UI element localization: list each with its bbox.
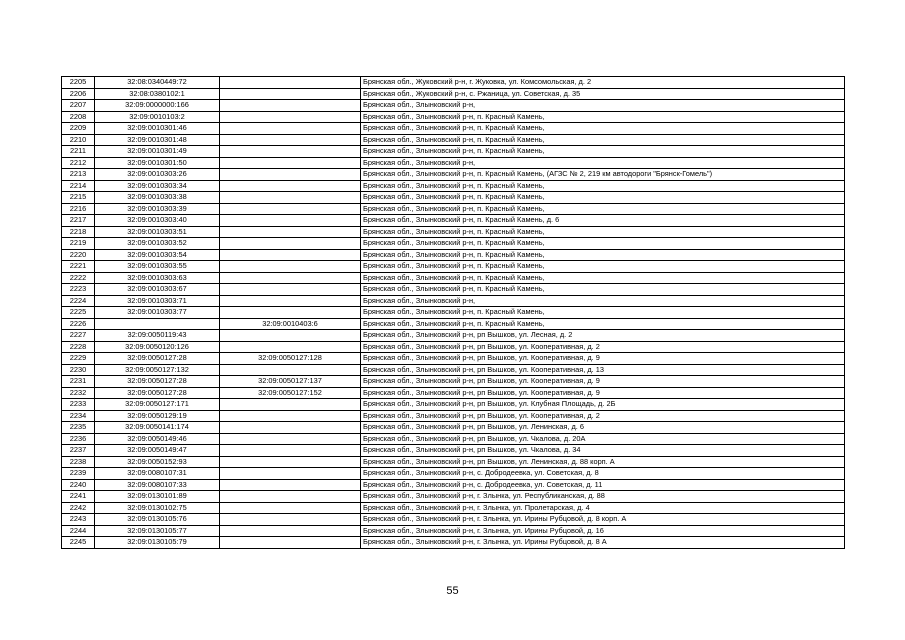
- address-cell: Брянская обл., Злынковский р-н, п. Красный Камень,: [361, 238, 845, 250]
- table-row: [62, 77, 845, 89]
- cadastral-number-cell: 32:09:0050152:93: [95, 456, 220, 468]
- row-number-cell: 2227: [62, 330, 95, 342]
- row-number-cell: 2243: [62, 514, 95, 526]
- related-cadastral-number-cell: [220, 111, 361, 123]
- address-cell: Брянская обл., Злынковский р-н, рп Вышков, ул. Чкалова, д. 20А: [361, 433, 845, 445]
- address-cell: Брянская обл., Злынковский р-н, рп Вышков, ул. Кооперативная, д. 2: [361, 410, 845, 422]
- related-cadastral-number-cell: [220, 100, 361, 112]
- table-row: [62, 226, 845, 238]
- row-number-cell: 2222: [62, 272, 95, 284]
- related-cadastral-number-cell: 32:09:0050127:128: [220, 353, 361, 365]
- cadastral-number-cell: 32:09:0050129:19: [95, 410, 220, 422]
- table-row: [62, 134, 845, 146]
- related-cadastral-number-cell: [220, 399, 361, 411]
- address-cell: Брянская обл., Злынковский р-н, п. Красный Камень,: [361, 226, 845, 238]
- related-cadastral-number-cell: [220, 123, 361, 135]
- address-cell: Брянская обл., Злынковский р-н, г. Злынка, ул. Ирины Рубцовой, д. 8 корп. А: [361, 514, 845, 526]
- address-cell: Брянская обл., Злынковский р-н, п. Красный Камень,: [361, 272, 845, 284]
- address-cell: Брянская обл., Злынковский р-н, п. Красный Камень,: [361, 111, 845, 123]
- related-cadastral-number-cell: [220, 215, 361, 227]
- table-row: [62, 180, 845, 192]
- address-cell: Брянская обл., Злынковский р-н, рп Вышков, ул. Ленинская, д. 6: [361, 422, 845, 434]
- table-row: [62, 364, 845, 376]
- related-cadastral-number-cell: [220, 192, 361, 204]
- cadastral-number-cell: 32:09:0050127:28: [95, 353, 220, 365]
- address-cell: Брянская обл., Злынковский р-н, п. Красный Камень,: [361, 249, 845, 261]
- table-row: [62, 146, 845, 158]
- row-number-cell: 2214: [62, 180, 95, 192]
- table-row: [62, 157, 845, 169]
- row-number-cell: 2245: [62, 537, 95, 549]
- address-cell: Брянская обл., Злынковский р-н, рп Вышков, ул. Чкалова, д. 34: [361, 445, 845, 457]
- related-cadastral-number-cell: [220, 364, 361, 376]
- table-row: [62, 318, 845, 330]
- table-row: [62, 100, 845, 112]
- row-number-cell: 2238: [62, 456, 95, 468]
- cadastral-number-cell: 32:09:0010301:48: [95, 134, 220, 146]
- row-number-cell: 2208: [62, 111, 95, 123]
- row-number-cell: 2223: [62, 284, 95, 296]
- related-cadastral-number-cell: [220, 238, 361, 250]
- related-cadastral-number-cell: [220, 410, 361, 422]
- row-number-cell: 2219: [62, 238, 95, 250]
- table-row: [62, 272, 845, 284]
- cadastral-number-cell: 32:09:0050127:132: [95, 364, 220, 376]
- related-cadastral-number-cell: [220, 479, 361, 491]
- cadastral-number-cell: 32:09:0000000:166: [95, 100, 220, 112]
- row-number-cell: 2244: [62, 525, 95, 537]
- address-cell: Брянская обл., Злынковский р-н, п. Красный Камень,: [361, 180, 845, 192]
- related-cadastral-number-cell: [220, 502, 361, 514]
- address-cell: Брянская обл., Злынковский р-н, п. Красный Камень,: [361, 123, 845, 135]
- cadastral-number-cell: 32:09:0010303:38: [95, 192, 220, 204]
- table-row: [62, 456, 845, 468]
- address-cell: Брянская обл., Злынковский р-н, рп Вышков, ул. Кооперативная, д. 9: [361, 353, 845, 365]
- table-row: [62, 192, 845, 204]
- table-row: [62, 514, 845, 526]
- table-row: [62, 169, 845, 181]
- related-cadastral-number-cell: [220, 226, 361, 238]
- cadastral-number-cell: 32:09:0010303:67: [95, 284, 220, 296]
- related-cadastral-number-cell: [220, 514, 361, 526]
- address-cell: Брянская обл., Злынковский р-н, п. Красный Камень,: [361, 146, 845, 158]
- table-row: [62, 491, 845, 503]
- row-number-cell: 2230: [62, 364, 95, 376]
- address-cell: Брянская обл., Злынковский р-н, п. Красный Камень,: [361, 261, 845, 273]
- address-cell: Брянская обл., Злынковский р-н,: [361, 157, 845, 169]
- address-cell: Брянская обл., Злынковский р-н, рп Вышков, ул. Клубная Площадь, д. 2Б: [361, 399, 845, 411]
- address-cell: Брянская обл., Жуковский р-н, г. Жуковка, ул. Комсомольская, д. 2: [361, 77, 845, 89]
- table-row: [62, 376, 845, 388]
- row-number-cell: 2237: [62, 445, 95, 457]
- table-row: [62, 261, 845, 273]
- row-number-cell: 2207: [62, 100, 95, 112]
- cadastral-number-cell: 32:09:0130105:79: [95, 537, 220, 549]
- related-cadastral-number-cell: [220, 146, 361, 158]
- related-cadastral-number-cell: [220, 433, 361, 445]
- cadastral-number-cell: 32:09:0010303:55: [95, 261, 220, 273]
- table-row: [62, 123, 845, 135]
- cadastral-number-cell: 32:09:0080107:31: [95, 468, 220, 480]
- related-cadastral-number-cell: [220, 307, 361, 319]
- table-row: [62, 88, 845, 100]
- address-cell: Брянская обл., Злынковский р-н, п. Красный Камень,: [361, 318, 845, 330]
- related-cadastral-number-cell: [220, 284, 361, 296]
- related-cadastral-number-cell: [220, 456, 361, 468]
- cadastral-number-cell: 32:09:0010303:63: [95, 272, 220, 284]
- address-cell: Брянская обл., Злынковский р-н, рп Вышков, ул. Кооперативная, д. 2: [361, 341, 845, 353]
- table-row: [62, 249, 845, 261]
- cadastral-number-cell: 32:09:0010303:77: [95, 307, 220, 319]
- table-row: [62, 295, 845, 307]
- row-number-cell: 2217: [62, 215, 95, 227]
- row-number-cell: 2236: [62, 433, 95, 445]
- address-cell: Брянская обл., Злынковский р-н, г. Злынка, ул. Ирины Рубцовой, д. 16: [361, 525, 845, 537]
- row-number-cell: 2241: [62, 491, 95, 503]
- cadastral-number-cell: 32:09:0130105:76: [95, 514, 220, 526]
- table-row: [62, 238, 845, 250]
- row-number-cell: 2239: [62, 468, 95, 480]
- related-cadastral-number-cell: [220, 157, 361, 169]
- related-cadastral-number-cell: [220, 295, 361, 307]
- cadastral-number-cell: 32:09:0050127:28: [95, 387, 220, 399]
- address-cell: Брянская обл., Злынковский р-н, п. Красный Камень,: [361, 203, 845, 215]
- related-cadastral-number-cell: [220, 88, 361, 100]
- row-number-cell: 2228: [62, 341, 95, 353]
- cadastral-number-cell: 32:09:0050149:47: [95, 445, 220, 457]
- table-row: [62, 284, 845, 296]
- table-row: [62, 341, 845, 353]
- row-number-cell: 2206: [62, 88, 95, 100]
- related-cadastral-number-cell: [220, 169, 361, 181]
- row-number-cell: 2218: [62, 226, 95, 238]
- row-number-cell: 2232: [62, 387, 95, 399]
- cadastral-number-cell: 32:09:0010303:34: [95, 180, 220, 192]
- table-row: [62, 468, 845, 480]
- property-table-body: [62, 77, 845, 549]
- table-row: [62, 433, 845, 445]
- related-cadastral-number-cell: 32:09:0050127:152: [220, 387, 361, 399]
- cadastral-number-cell: 32:09:0010303:40: [95, 215, 220, 227]
- cadastral-number-cell: 32:09:0130105:77: [95, 525, 220, 537]
- address-cell: Брянская обл., Злынковский р-н, рп Вышков, ул. Кооперативная, д. 13: [361, 364, 845, 376]
- address-cell: Брянская обл., Злынковский р-н, с. Добродеевка, ул. Советская, д. 8: [361, 468, 845, 480]
- related-cadastral-number-cell: [220, 180, 361, 192]
- table-row: [62, 445, 845, 457]
- cadastral-number-cell: 32:09:0010303:39: [95, 203, 220, 215]
- related-cadastral-number-cell: [220, 491, 361, 503]
- related-cadastral-number-cell: [220, 341, 361, 353]
- table-row: [62, 203, 845, 215]
- property-table: [61, 76, 845, 549]
- cadastral-number-cell: 32:09:0010303:54: [95, 249, 220, 261]
- row-number-cell: 2211: [62, 146, 95, 158]
- related-cadastral-number-cell: [220, 77, 361, 89]
- cadastral-number-cell: 32:09:0130101:89: [95, 491, 220, 503]
- address-cell: Брянская обл., Злынковский р-н, п. Красный Камень,: [361, 192, 845, 204]
- row-number-cell: 2220: [62, 249, 95, 261]
- related-cadastral-number-cell: [220, 537, 361, 549]
- row-number-cell: 2205: [62, 77, 95, 89]
- row-number-cell: 2213: [62, 169, 95, 181]
- address-cell: Брянская обл., Злынковский р-н, п. Красный Камень,: [361, 307, 845, 319]
- table-row: [62, 387, 845, 399]
- row-number-cell: 2240: [62, 479, 95, 491]
- table-row: [62, 330, 845, 342]
- related-cadastral-number-cell: [220, 249, 361, 261]
- table-row: [62, 215, 845, 227]
- row-number-cell: 2210: [62, 134, 95, 146]
- row-number-cell: 2216: [62, 203, 95, 215]
- address-cell: Брянская обл., Злынковский р-н,: [361, 100, 845, 112]
- row-number-cell: 2221: [62, 261, 95, 273]
- address-cell: Брянская обл., Злынковский р-н, г. Злынка, ул. Ирины Рубцовой, д. 8 А: [361, 537, 845, 549]
- row-number-cell: 2212: [62, 157, 95, 169]
- row-number-cell: 2224: [62, 295, 95, 307]
- address-cell: Брянская обл., Злынковский р-н, п. Красный Камень, (АГЗС № 2, 219 км автодороги "Брянск-Гомель"): [361, 169, 845, 181]
- related-cadastral-number-cell: [220, 203, 361, 215]
- related-cadastral-number-cell: [220, 422, 361, 434]
- row-number-cell: 2234: [62, 410, 95, 422]
- row-number-cell: 2242: [62, 502, 95, 514]
- table-row: [62, 422, 845, 434]
- related-cadastral-number-cell: [220, 468, 361, 480]
- cadastral-number-cell: [95, 318, 220, 330]
- row-number-cell: 2226: [62, 318, 95, 330]
- table-row: [62, 537, 845, 549]
- row-number-cell: 2215: [62, 192, 95, 204]
- cadastral-number-cell: 32:09:0050119:43: [95, 330, 220, 342]
- table-row: [62, 353, 845, 365]
- cadastral-number-cell: 32:09:0010303:71: [95, 295, 220, 307]
- address-cell: Брянская обл., Злынковский р-н, с. Добродеевка, ул. Советская, д. 11: [361, 479, 845, 491]
- cadastral-number-cell: 32:09:0010301:46: [95, 123, 220, 135]
- cadastral-number-cell: 32:09:0010303:26: [95, 169, 220, 181]
- related-cadastral-number-cell: 32:09:0050127:137: [220, 376, 361, 388]
- cadastral-number-cell: 32:09:0010303:52: [95, 238, 220, 250]
- address-cell: Брянская обл., Злынковский р-н, рп Вышков, ул. Кооперативная, д. 9: [361, 387, 845, 399]
- table-row: [62, 399, 845, 411]
- cadastral-number-cell: 32:09:0050149:46: [95, 433, 220, 445]
- related-cadastral-number-cell: [220, 261, 361, 273]
- row-number-cell: 2233: [62, 399, 95, 411]
- table-row: [62, 410, 845, 422]
- address-cell: Брянская обл., Жуковский р-н, с. Ржаница, ул. Советская, д. 35: [361, 88, 845, 100]
- cadastral-number-cell: 32:09:0010103:2: [95, 111, 220, 123]
- address-cell: Брянская обл., Злынковский р-н,: [361, 295, 845, 307]
- table-row: [62, 525, 845, 537]
- cadastral-number-cell: 32:09:0050141:174: [95, 422, 220, 434]
- address-cell: Брянская обл., Злынковский р-н, рп Вышков, ул. Лесная, д. 2: [361, 330, 845, 342]
- cadastral-number-cell: 32:09:0050127:28: [95, 376, 220, 388]
- table-row: [62, 479, 845, 491]
- address-cell: Брянская обл., Злынковский р-н, г. Злынка, ул. Пролетарская, д. 4: [361, 502, 845, 514]
- address-cell: Брянская обл., Злынковский р-н, п. Красный Камень, д. 6: [361, 215, 845, 227]
- cadastral-number-cell: 32:09:0010301:49: [95, 146, 220, 158]
- related-cadastral-number-cell: [220, 134, 361, 146]
- related-cadastral-number-cell: [220, 330, 361, 342]
- cadastral-number-cell: 32:08:0340449:72: [95, 77, 220, 89]
- table-row: [62, 307, 845, 319]
- cadastral-number-cell: 32:09:0050120:126: [95, 341, 220, 353]
- row-number-cell: 2231: [62, 376, 95, 388]
- row-number-cell: 2229: [62, 353, 95, 365]
- address-cell: Брянская обл., Злынковский р-н, г. Злынка, ул. Республиканская, д. 88: [361, 491, 845, 503]
- row-number-cell: 2235: [62, 422, 95, 434]
- address-cell: Брянская обл., Злынковский р-н, рп Вышков, ул. Кооперативная, д. 9: [361, 376, 845, 388]
- related-cadastral-number-cell: [220, 525, 361, 537]
- row-number-cell: 2225: [62, 307, 95, 319]
- address-cell: Брянская обл., Злынковский р-н, рп Вышков, ул. Ленинская, д. 88 корп. А: [361, 456, 845, 468]
- related-cadastral-number-cell: [220, 445, 361, 457]
- table-row: [62, 111, 845, 123]
- cadastral-number-cell: 32:09:0130102:75: [95, 502, 220, 514]
- address-cell: Брянская обл., Злынковский р-н, п. Красный Камень,: [361, 284, 845, 296]
- table-row: [62, 502, 845, 514]
- cadastral-number-cell: 32:09:0010303:51: [95, 226, 220, 238]
- page-number: 55: [446, 585, 459, 597]
- cadastral-number-cell: 32:09:0050127:171: [95, 399, 220, 411]
- cadastral-number-cell: 32:09:0080107:33: [95, 479, 220, 491]
- related-cadastral-number-cell: 32:09:0010403:6: [220, 318, 361, 330]
- address-cell: Брянская обл., Злынковский р-н, п. Красный Камень,: [361, 134, 845, 146]
- cadastral-number-cell: 32:09:0010301:50: [95, 157, 220, 169]
- related-cadastral-number-cell: [220, 272, 361, 284]
- row-number-cell: 2209: [62, 123, 95, 135]
- cadastral-number-cell: 32:08:0380102:1: [95, 88, 220, 100]
